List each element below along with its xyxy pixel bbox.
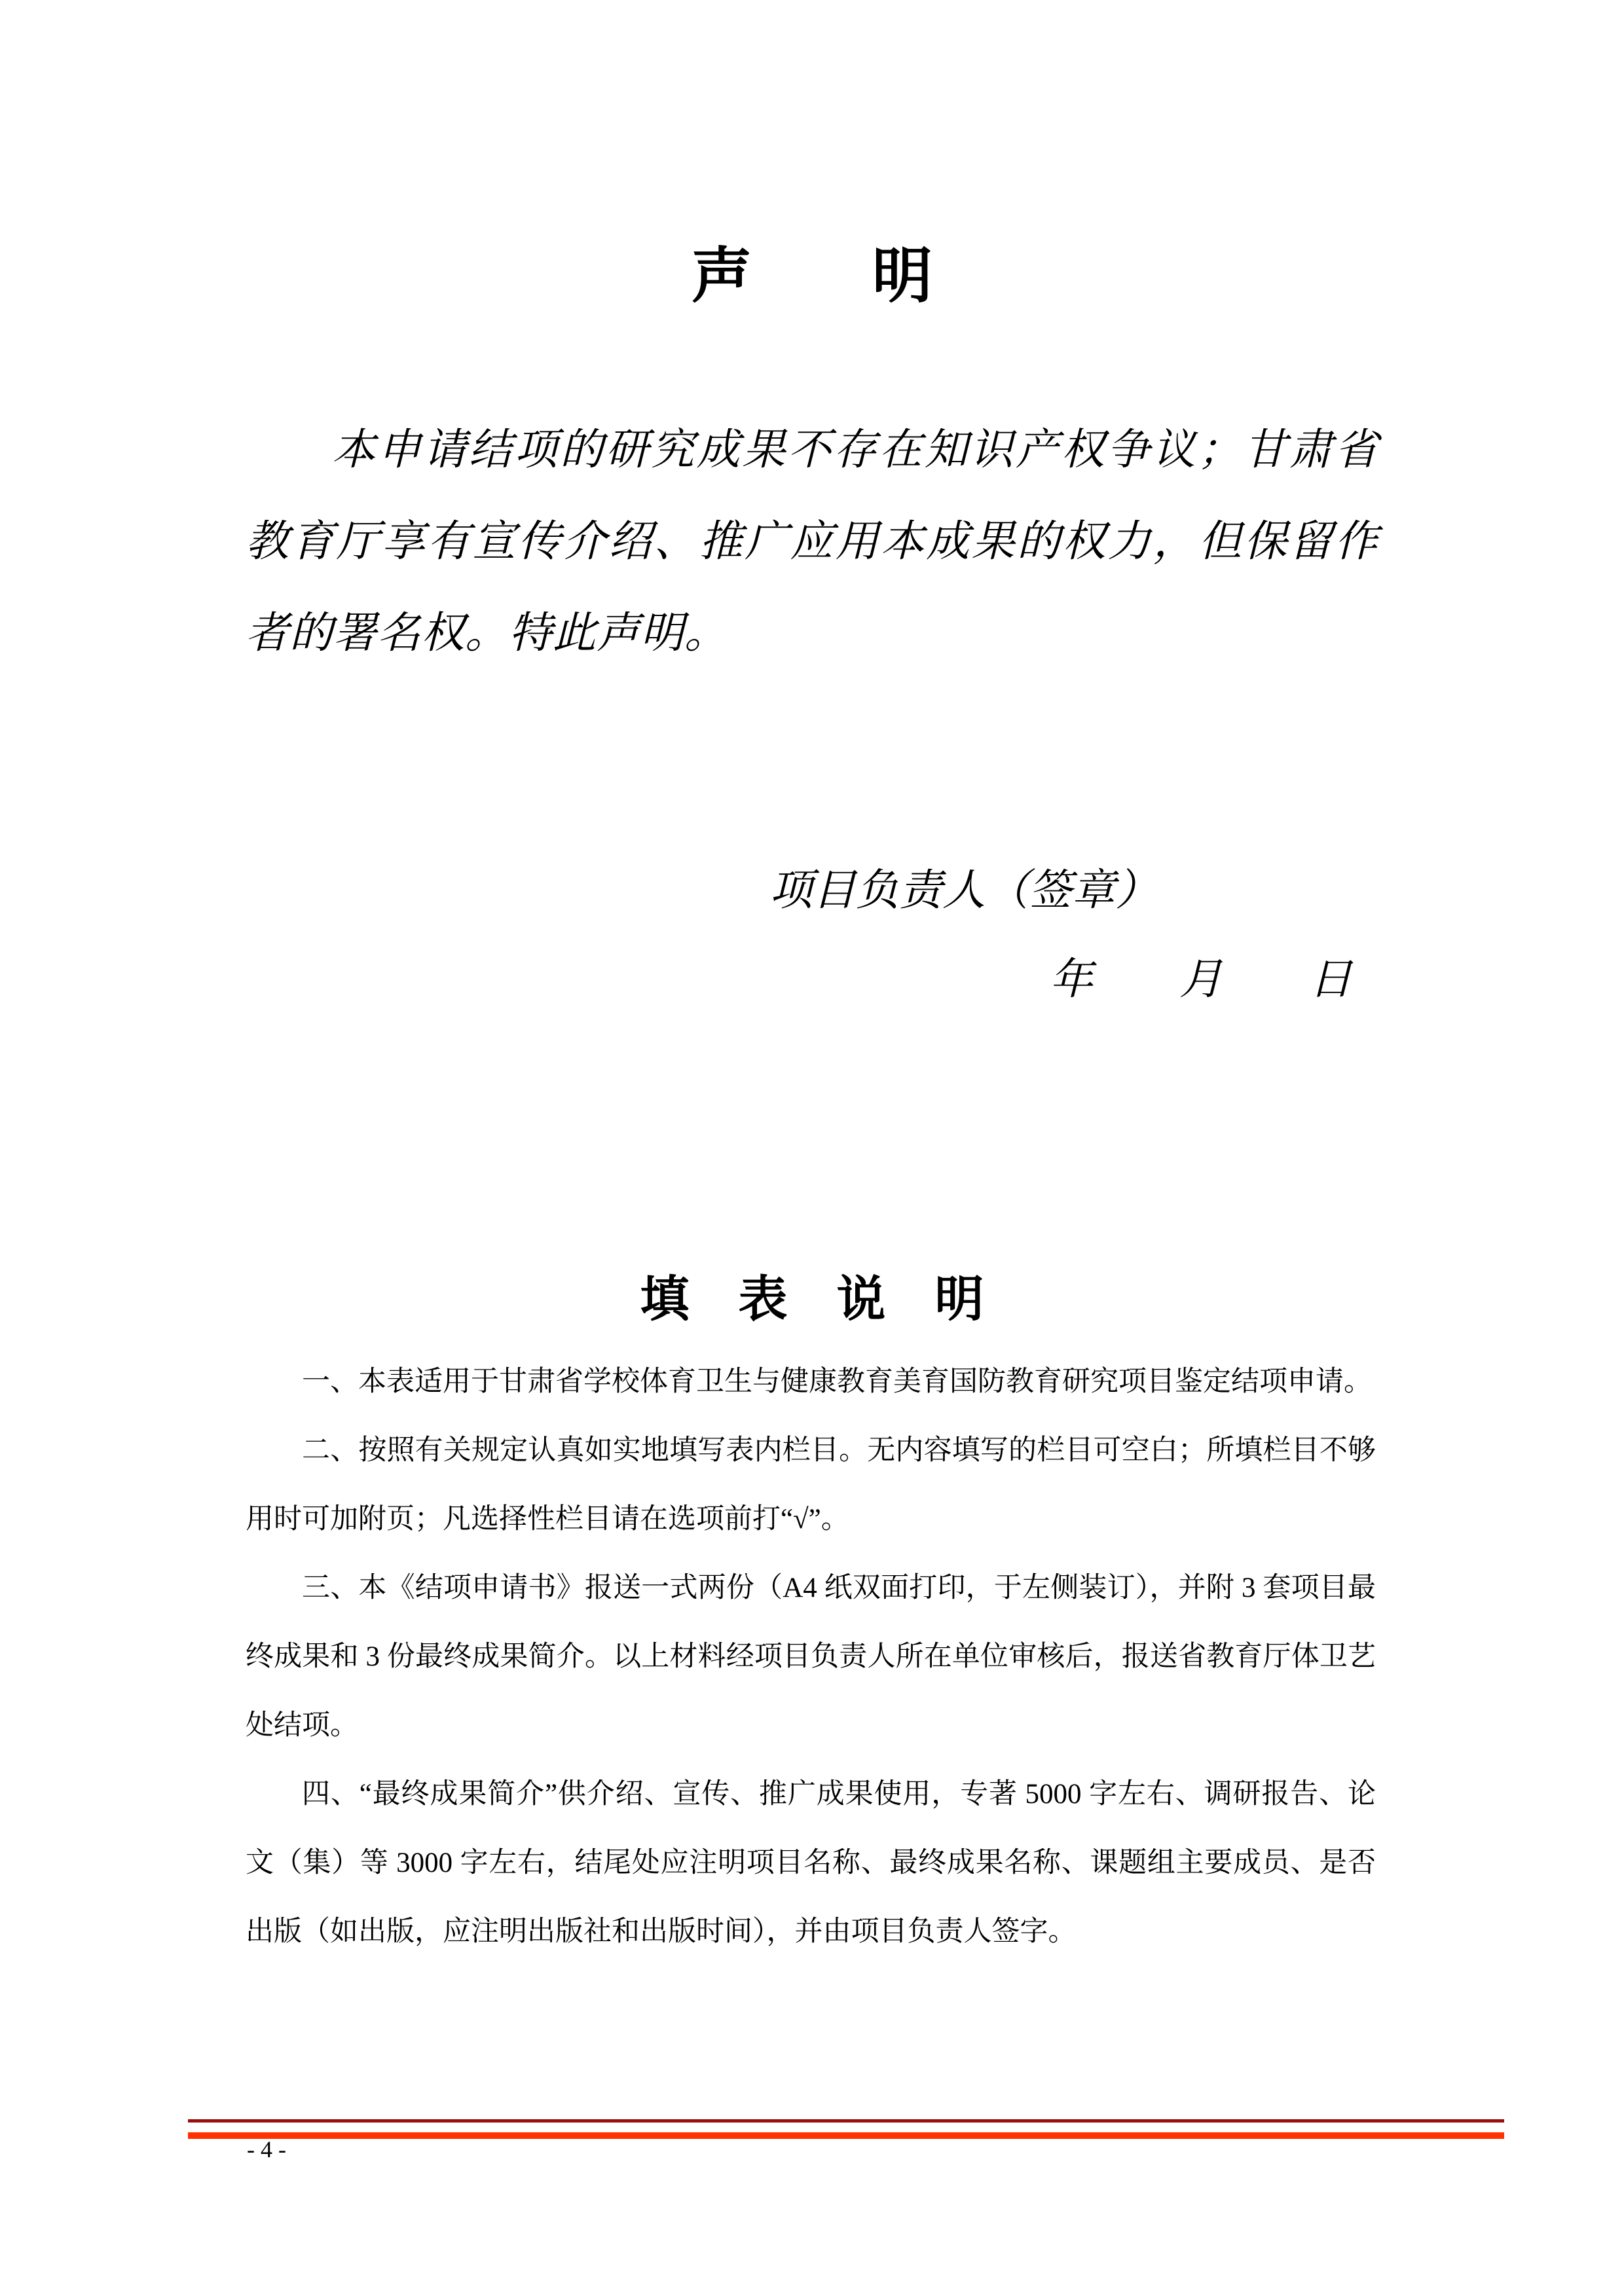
instructions-list (246, 1347, 1376, 1966)
instructions-title: 填 表 说 明 (640, 1273, 984, 1327)
signer-label: 项目负责人（签章） (769, 867, 1158, 915)
instruction-item-2: 二、按照有关规定认真如实地填写表内栏目。无内容填写的栏目可空白；所填栏目不够用时可加附页；凡选择性栏目请在选项前打“√”。 (246, 1435, 1376, 1535)
instruction-item-3: 三、本《结项申请书》报送一式两份（A4 纸双面打印，于左侧装订），并附 3 套项目最终成果和 3 份最终成果简介。以上材料经项目负责人所在单位审核后，报送省教育厅体卫艺处结项。 (246, 1573, 1376, 1741)
footer-rule-bright (188, 2132, 1504, 2139)
page-number: - 4 - (247, 2136, 286, 2162)
instruction-item-4: 四、“最终成果简介”供介绍、宣传、推广成果使用，专著 5000 字左右、调研报告、论文（集）等 3000 字左右，结尾处应注明项目名称、最终成果名称、课题组主要成员、是否出版（如出版，应注明出版社和出版时间），并由项目负责人签字。 (246, 1779, 1376, 1947)
declaration-body-text: 本申请结项的研究成果不存在知识产权争议；甘肃省教育厅享有宣传介绍、推广应用本成果的权力，但保留作者的署名权。特此声明。 (246, 426, 1378, 657)
declaration-title: 声 明 (691, 243, 932, 310)
instruction-item-1: 一、本表适用于甘肃省学校体育卫生与健康教育美育国防教育研究项目鉴定结项申请。 (302, 1366, 1372, 1397)
date-line: 年 月 日 (1050, 956, 1352, 1004)
footer-rule-dark (188, 2119, 1504, 2123)
